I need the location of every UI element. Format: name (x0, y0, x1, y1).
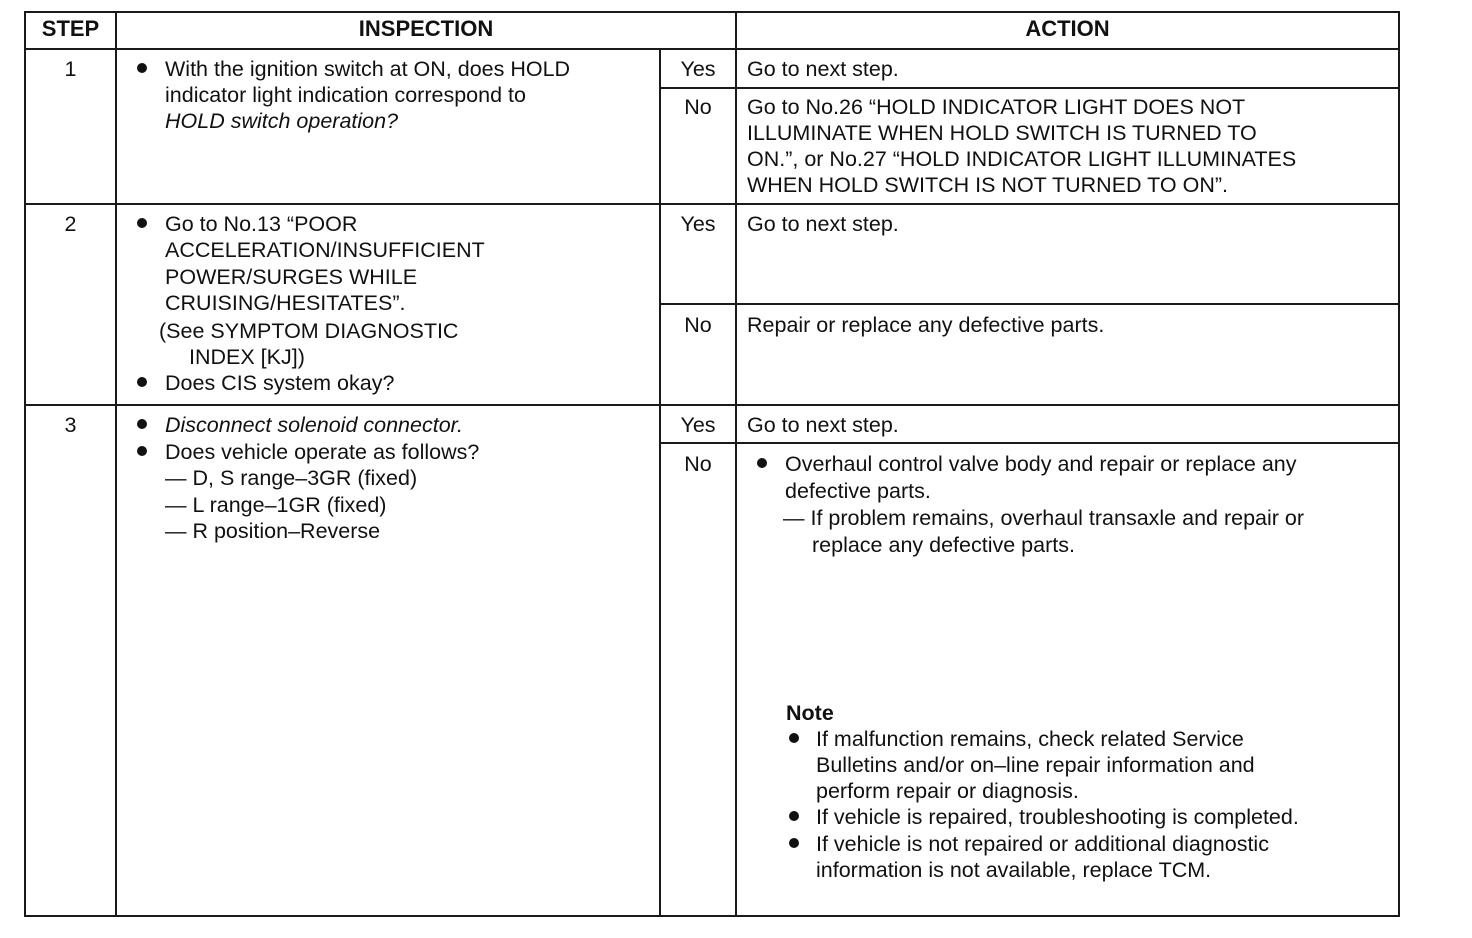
row3-no-label: No (684, 452, 712, 476)
row2-inspection-line: Does CIS system okay? (165, 371, 395, 395)
row2-inspection-line: POWER/SURGES WHILE (165, 265, 418, 289)
table-border-bottom (24, 915, 1400, 917)
bullet-icon (789, 838, 799, 848)
note-title: Note (786, 701, 834, 725)
row2-yes-no-divider (659, 303, 1400, 305)
row1-yes-no-divider (659, 87, 1400, 89)
row2-yes-action: Go to next step. (747, 212, 899, 236)
table-border-left (24, 11, 26, 917)
row2-inspection-line: (See SYMPTOM DIAGNOSTIC (159, 319, 459, 343)
row3-inspection-line: Disconnect solenoid connector. (165, 413, 463, 437)
row3-no-action-line: — If problem remains, overhaul transaxle and repair or (783, 506, 1305, 530)
row3-no-action-line: Overhaul control valve body and repair or replace any (785, 452, 1297, 476)
row2-yes-label: Yes (680, 212, 716, 236)
row3-inspection-line: — R position–Reverse (165, 519, 381, 543)
row3-no-action-line: defective parts. (785, 479, 931, 503)
table-border-top (24, 11, 1400, 13)
row2-inspection-line: CRUISING/HESITATES”. (165, 291, 406, 315)
row1-inspection-line: HOLD switch operation? (165, 109, 399, 133)
row-divider-1 (24, 203, 1400, 205)
bullet-icon (789, 733, 799, 743)
bullet-icon (137, 63, 147, 73)
header-inspection: INSPECTION (358, 16, 494, 41)
row1-inspection-line: indicator light indication correspond to (165, 83, 526, 107)
bullet-icon (137, 377, 147, 387)
step-number-3: 3 (64, 413, 77, 437)
note-line: Bulletins and/or on–line repair information and (816, 753, 1255, 777)
row2-inspection-line: ACCELERATION/INSUFFICIENT (165, 238, 485, 262)
yesno-column-divider (659, 48, 661, 917)
action-column-divider (735, 11, 737, 917)
step-number-1: 1 (64, 57, 77, 81)
bullet-icon (789, 811, 799, 821)
step-number-2: 2 (64, 212, 77, 236)
row1-no-action-line: ILLUMINATE WHEN HOLD SWITCH IS TURNED TO (747, 121, 1257, 145)
row3-no-action-line: replace any defective parts. (812, 533, 1075, 557)
note-line: If vehicle is repaired, troubleshooting is completed. (816, 805, 1299, 829)
row1-yes-action: Go to next step. (747, 57, 899, 81)
header-action: ACTION (1025, 16, 1110, 41)
row1-no-action-line: WHEN HOLD SWITCH IS NOT TURNED TO ON”. (747, 173, 1228, 197)
step-column-divider (115, 11, 117, 917)
bullet-icon (137, 419, 147, 429)
note-line: information is not available, replace TCM. (816, 858, 1212, 882)
table-border-right (1398, 11, 1400, 917)
row1-no-label: No (684, 95, 712, 119)
header-step: STEP (41, 16, 100, 41)
row2-inspection-line: INDEX [KJ]) (189, 345, 305, 369)
row3-inspection-line: — D, S range–3GR (fixed) (165, 466, 418, 490)
row1-no-action-line: ON.”, or No.27 “HOLD INDICATOR LIGHT ILLUMINATES (747, 147, 1297, 171)
row1-inspection-line: With the ignition switch at ON, does HOLD (165, 57, 571, 81)
row3-yes-label: Yes (680, 413, 716, 437)
row3-yes-action: Go to next step. (747, 413, 899, 437)
note-line: If vehicle is not repaired or additional diagnostic (816, 832, 1269, 856)
note-line: perform repair or diagnosis. (816, 779, 1079, 803)
header-divider (24, 48, 1400, 50)
row1-no-action-line: Go to No.26 “HOLD INDICATOR LIGHT DOES NOT (747, 95, 1246, 119)
row2-inspection-line: Go to No.13 “POOR (165, 212, 358, 236)
bullet-icon (137, 218, 147, 228)
row3-yes-no-divider (659, 442, 1400, 444)
note-line: If malfunction remains, check related Service (816, 727, 1244, 751)
bullet-icon (757, 458, 767, 468)
row3-inspection-line: Does vehicle operate as follows? (165, 440, 480, 464)
row-divider-2 (24, 404, 1400, 406)
row2-no-label: No (684, 313, 712, 337)
row3-inspection-line: — L range–1GR (fixed) (165, 493, 387, 517)
row1-yes-label: Yes (680, 57, 716, 81)
row2-no-action: Repair or replace any defective parts. (747, 313, 1105, 337)
bullet-icon (137, 446, 147, 456)
